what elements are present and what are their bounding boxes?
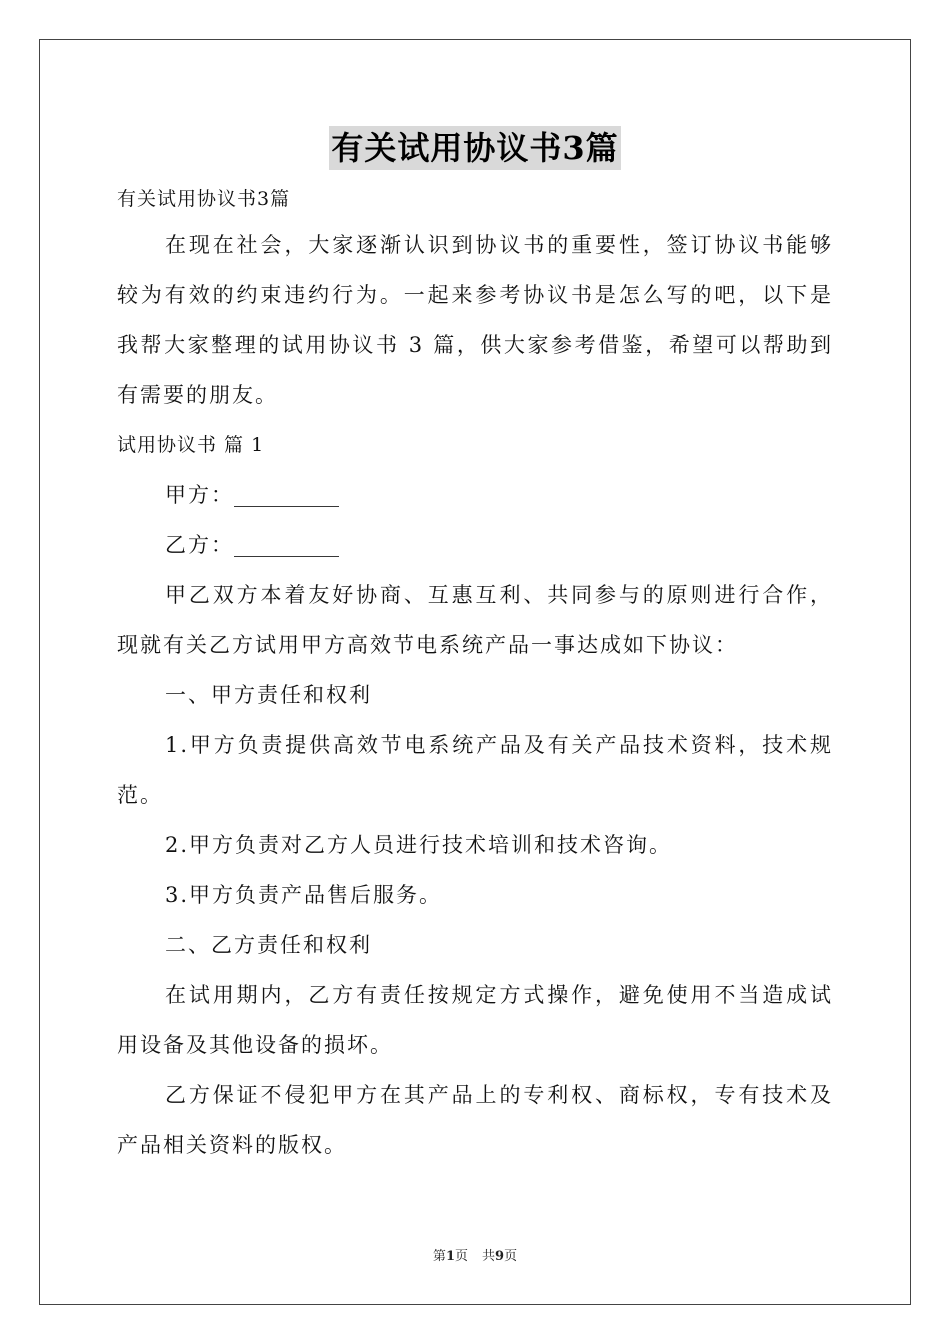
heading-party-b-duties: 二、乙方责任和权利 [165, 933, 372, 957]
party-a-row [117, 470, 833, 520]
party-a-label: 甲方： [165, 483, 234, 507]
intro-line-1: 在现在社会，大家逐渐认识到协议书的重要性，签订协议书能够 [165, 233, 833, 257]
page-footer [0, 1248, 950, 1266]
para-b-1-line-2: 用设备及其他设备的损坏。 [117, 1033, 393, 1057]
total-suffix: 页 [504, 1249, 518, 1264]
page-current: 1 [445, 1249, 455, 1264]
party-b-row [117, 520, 833, 570]
page-total: 9 [495, 1249, 505, 1264]
party-b-value: __________ [234, 533, 339, 557]
intro-line-3: 我帮大家整理的试用协议书 3 篇，供大家参考借鉴，希望可以帮助到 [117, 333, 833, 357]
page-suffix: 页 [454, 1249, 468, 1264]
document-title: 有关试用协议书3篇 [329, 126, 620, 170]
party-a-value: __________ [234, 483, 339, 507]
item-2: 2.甲方负责对乙方人员进行技术培训和技术咨询。 [165, 833, 673, 857]
intro-line-4: 有需要的朋友。 [117, 383, 278, 407]
item-1-line-2: 范。 [117, 783, 163, 807]
document-body [117, 178, 833, 1170]
title-container [0, 126, 950, 170]
section-heading: 试用协议书 篇 1 [117, 434, 265, 456]
document-subtitle: 有关试用协议书3篇 [117, 188, 291, 210]
intro-line-2: 较为有效的约束违约行为。一起来参考协议书是怎么写的吧，以下是 [117, 283, 833, 307]
heading-party-a-duties: 一、甲方责任和权利 [165, 683, 372, 707]
cooperation-line-2: 现就有关乙方试用甲方高效节电系统产品一事达成如下协议： [117, 633, 738, 657]
item-1-line-1: 1.甲方负责提供高效节电系统产品及有关产品技术资料，技术规 [165, 733, 833, 757]
para-b-1-line-1: 在试用期内，乙方有责任按规定方式操作，避免使用不当造成试 [165, 983, 833, 1007]
party-b-label: 乙方： [165, 533, 234, 557]
page-prefix: 第 [432, 1249, 446, 1264]
total-prefix: 共 [482, 1249, 496, 1264]
para-b-2-line-1: 乙方保证不侵犯甲方在其产品上的专利权、商标权，专有技术及 [165, 1083, 833, 1107]
para-b-2-line-2: 产品相关资料的版权。 [117, 1133, 347, 1157]
item-3: 3.甲方负责产品售后服务。 [165, 883, 443, 907]
cooperation-line-1: 甲乙双方本着友好协商、互惠互利、共同参与的原则进行合作， [165, 583, 833, 607]
